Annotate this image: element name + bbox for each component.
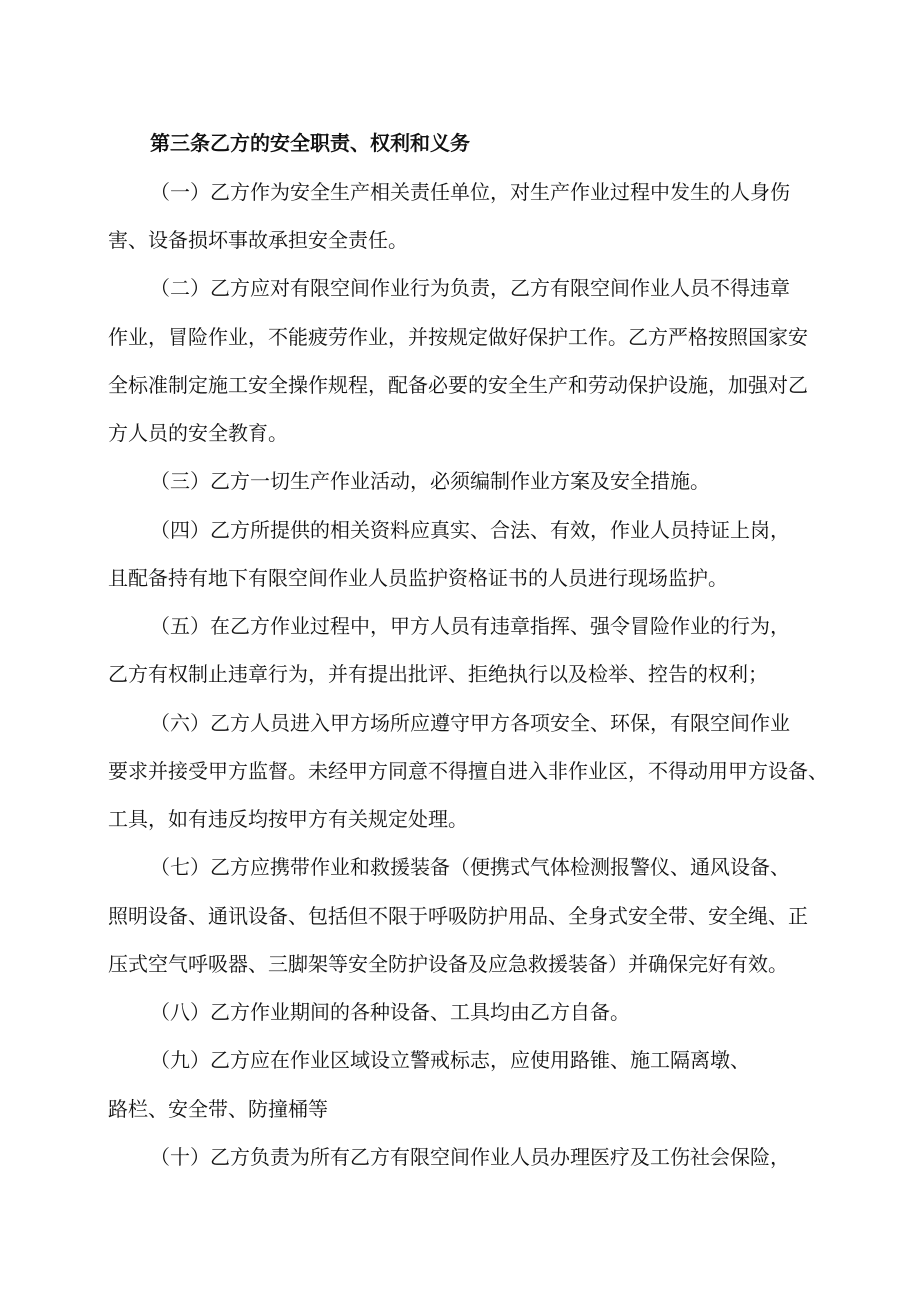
paragraph-line: （五）在乙方作业过程中，甲方人员有违章指挥、强令冒险作业的行为，: [150, 614, 790, 638]
paragraph-line: （一）乙方作为安全生产相关责任单位，对生产作业过程中发生的人身伤: [150, 180, 790, 204]
paragraph-line: 工具，如有违反均按甲方有关规定处理。: [108, 807, 468, 831]
paragraph-line: 全标准制定施工安全操作规程，配备必要的安全生产和劳动保护设施，加强对乙: [108, 373, 808, 397]
paragraph-line: 方人员的安全教育。: [108, 421, 288, 445]
paragraph-line: 害、设备损坏事故承担安全责任。: [108, 228, 408, 252]
paragraph-line: 照明设备、通讯设备、包括但不限于呼吸防护用品、全身式安全带、安全绳、正: [108, 904, 808, 928]
paragraph-line: （十）乙方负责为所有乙方有限空间作业人员办理医疗及工伤社会保险，: [150, 1145, 790, 1169]
paragraph-line: 路栏、安全带、防撞桶等: [108, 1097, 328, 1121]
paragraph-line: 作业，冒险作业，不能疲劳作业，并按规定做好保护工作。乙方严格按照国家安: [108, 325, 808, 349]
paragraph-line: 压式空气呼吸器、三脚架等安全防护设备及应急救援装备）并确保完好有效。: [108, 952, 788, 976]
paragraph-line: （九）乙方应在作业区域设立警戒标志，应使用路锥、施工隔离墩、: [150, 1048, 750, 1072]
paragraph-line: （六）乙方人员进入甲方场所应遵守甲方各项安全、环保，有限空间作业: [150, 711, 790, 735]
paragraph-line: （二）乙方应对有限空间作业行为负责，乙方有限空间作业人员不得违章: [150, 276, 790, 300]
paragraph-line: （四）乙方所提供的相关资料应真实、合法、有效，作业人员持证上岗，: [150, 518, 790, 542]
paragraph-line: 要求并接受甲方监督。未经甲方同意不得擅自进入非作业区，不得动用甲方设备、: [108, 759, 828, 783]
section-heading: 第三条乙方的安全职责、权利和义务: [150, 131, 470, 155]
paragraph-line: 乙方有权制止违章行为，并有提出批评、拒绝执行以及检举、控告的权利；: [108, 662, 768, 686]
paragraph-line: （八）乙方作业期间的各种设备、工具均由乙方自备。: [150, 1000, 630, 1024]
paragraph-line: 且配备持有地下有限空间作业人员监护资格证书的人员进行现场监护。: [108, 566, 728, 590]
paragraph-line: （三）乙方一切生产作业活动，必须编制作业方案及安全措施。: [150, 469, 710, 493]
paragraph-line: （七）乙方应携带作业和救援装备（便携式气体检测报警仪、通风设备、: [150, 855, 790, 879]
